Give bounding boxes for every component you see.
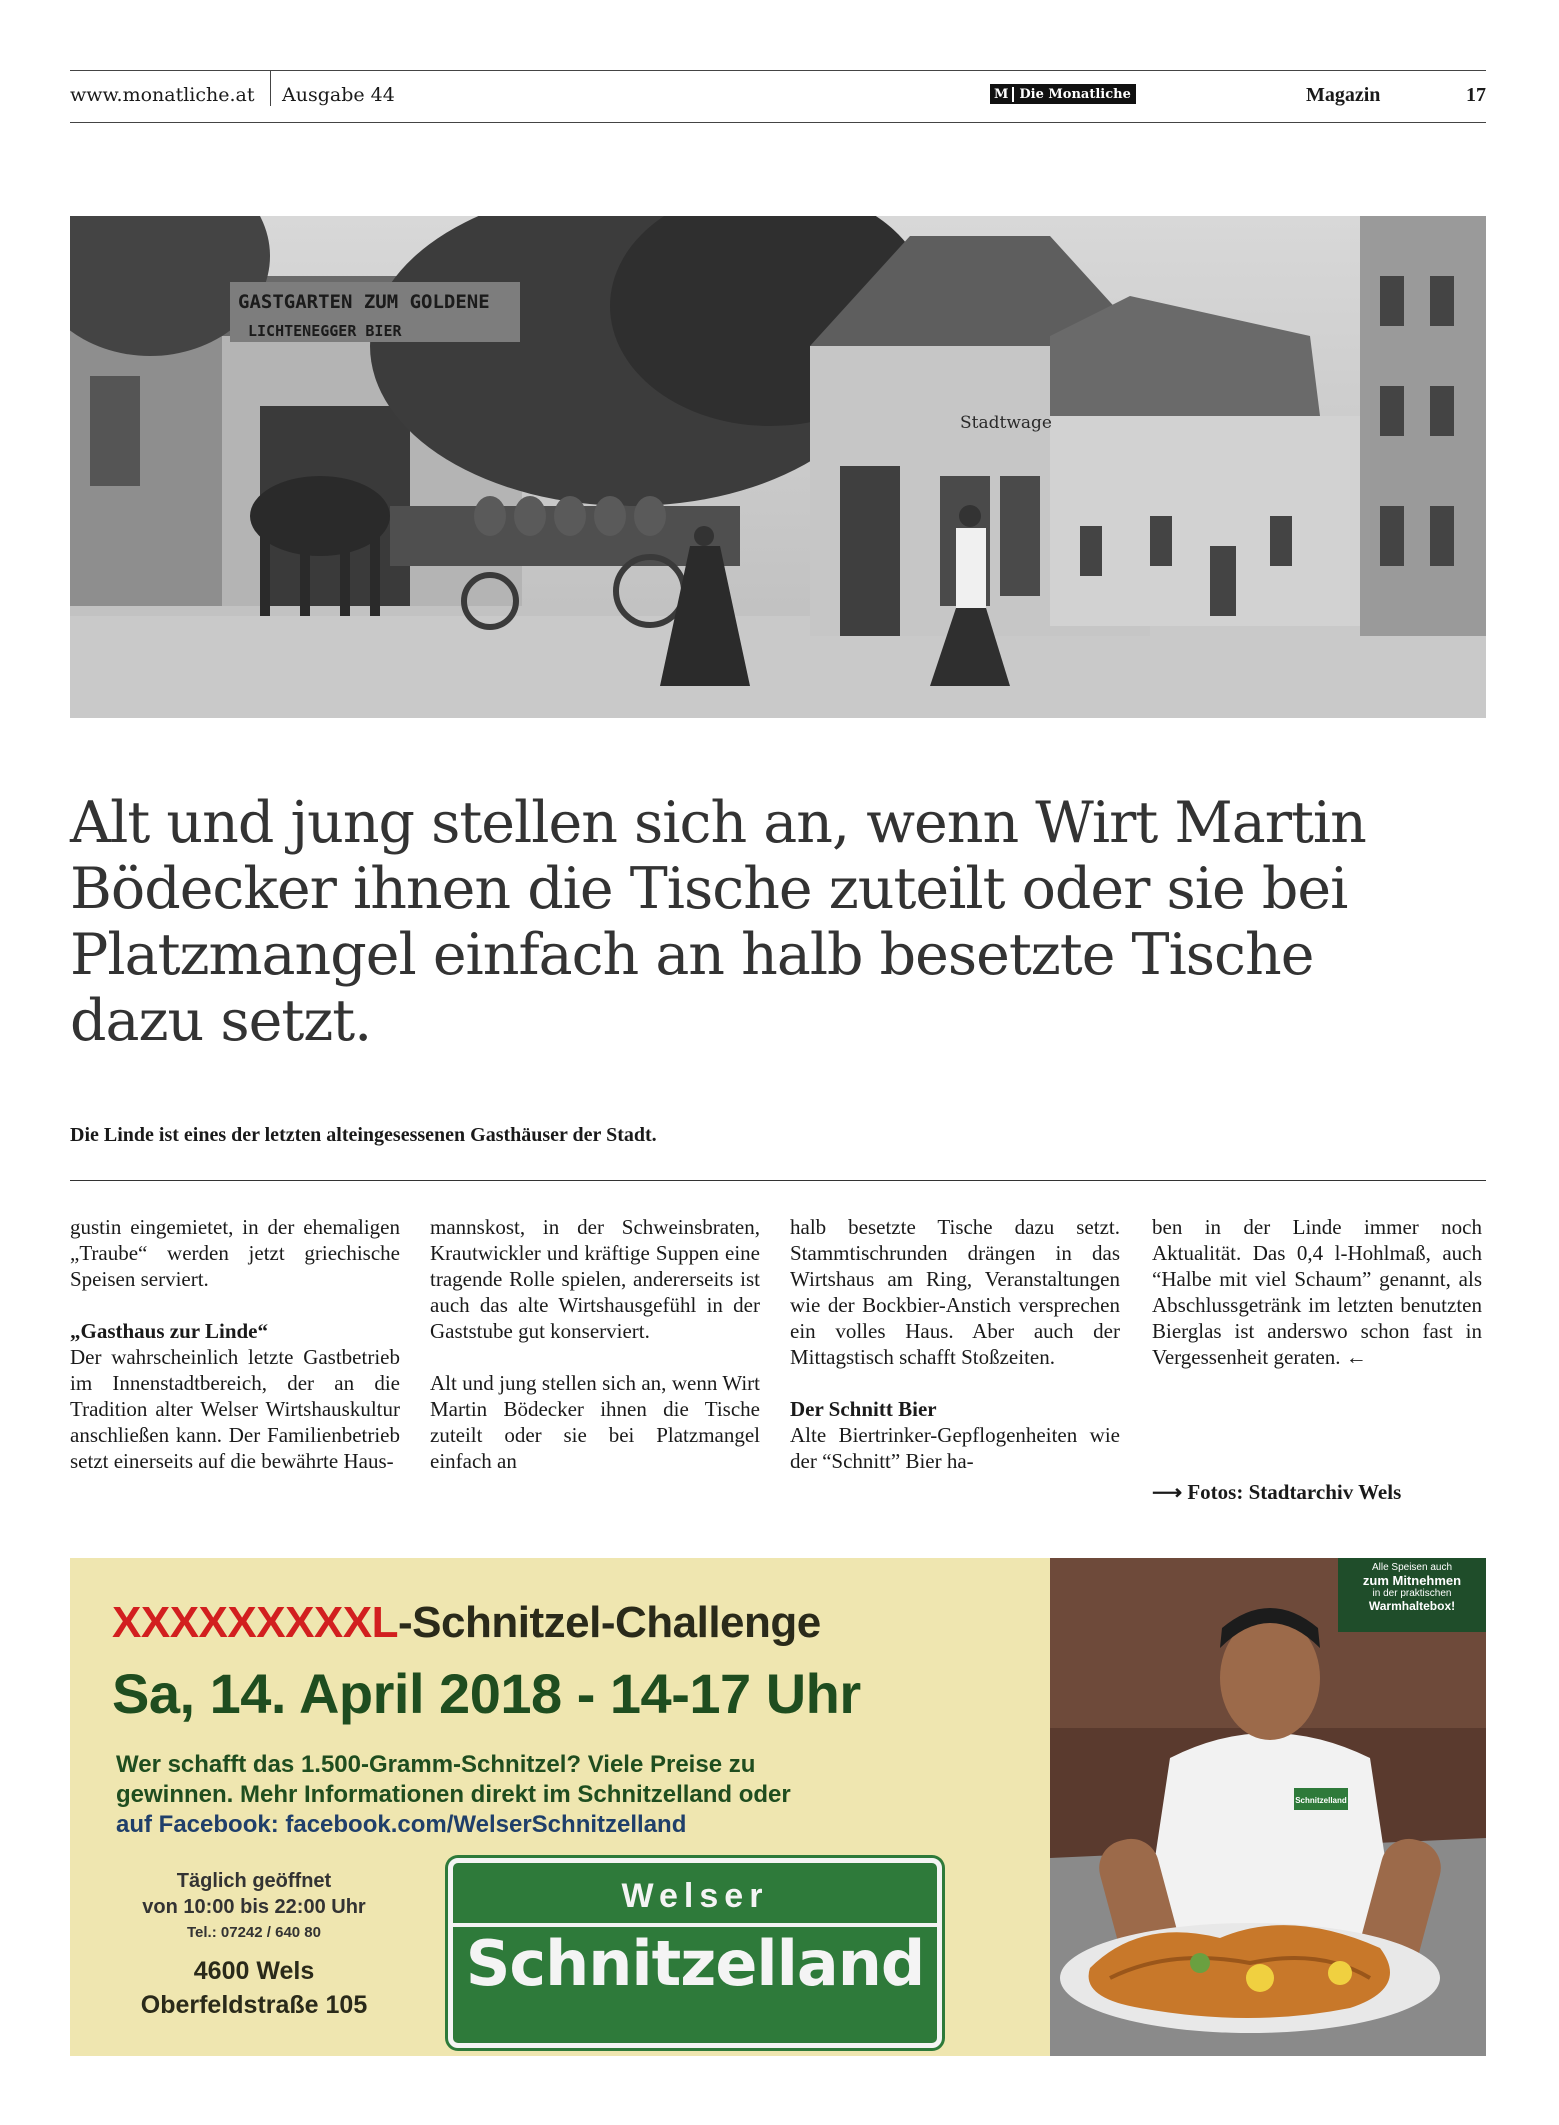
logo-text: Die Monatliche (1019, 86, 1131, 102)
col1-subheading: „Gasthaus zur Linde“ (70, 1319, 268, 1343)
col1-paragraph-2: Der wahrscheinlich letzte Gastbetrieb im Innenstadtbereich, der an die Tradition alter Welser Wirtshauskultur anschließen kann. Der Familienbetrieb setzt einerseits auf die bewährte Haus- (70, 1345, 400, 1473)
header-rule-bottom (70, 122, 1486, 123)
photo-sign-1: GASTGARTEN ZUM GOLDENE (238, 291, 490, 313)
article-subheadline: Die Linde ist eines der letzten alteingesessenen Gasthäuser der Stadt. (70, 1124, 657, 1146)
article-divider (70, 1180, 1486, 1181)
ad-title (112, 1598, 821, 1648)
badge-line-2: zum Mitnehmen (1362, 1573, 1462, 1588)
header-issue: Ausgabe 44 (282, 84, 395, 106)
header-url[interactable]: www.monatliche.at (70, 84, 255, 106)
header-separator (270, 70, 271, 106)
ad-city: 4600 Wels (193, 1957, 315, 1985)
article-column-1 (70, 1214, 400, 1474)
ad-desc-line-2: gewinnen. Mehr Informationen direkt im Schnitzelland oder (116, 1781, 791, 1808)
ad-opening-hours (114, 1868, 394, 1946)
ad-hours-line-2: von 10:00 bis 22:00 Uhr (142, 1896, 366, 1918)
badge-line-3: in der praktischen (1372, 1588, 1452, 1599)
ad-chef-photo (1050, 1558, 1486, 2056)
logo-mark: M (990, 87, 1014, 102)
ad-description (116, 1750, 996, 1840)
col3-paragraph-1: halb besetzte Tische dazu setzt. Stammtischrunden drängen in das Wirtshaus am Ring, Veranstaltungen wie der Bockbier-Anstich versprechen ein volles Haus. Aber auch der Mittagstisch schafft Stoßzeiten. (790, 1215, 1120, 1369)
ad-title-rest: -Schnitzel-Challenge (398, 1598, 821, 1647)
chef-illustration (1050, 1558, 1486, 2056)
takeaway-badge (1338, 1558, 1486, 1632)
ad-desc-line-1: Wer schafft das 1.500-Gramm-Schnitzel? Viele Preise zu (116, 1751, 756, 1778)
ad-facebook-link[interactable]: auf Facebook: facebook.com/WelserSchnitzelland (116, 1811, 687, 1838)
schnitzelland-logo-sign (448, 1858, 942, 2048)
ad-hours-line-1: Täglich geöffnet (176, 1870, 332, 1892)
col3-paragraph-2: Alte Biertrinker-Gepflogenheiten wie der “Schnitt” Bier ha- (790, 1423, 1120, 1473)
photo-sign-3: Stadtwage (960, 413, 1052, 433)
ad-phone[interactable]: Tel.: 07242 / 640 80 (187, 1924, 321, 1941)
col2-paragraph-2: Alt und jung stellen sich an, wenn Wirt Martin Bödecker ihnen die Tische zuteilt oder sie bei Platzmangel einfach an (430, 1371, 760, 1473)
col4-paragraph-1: ben in der Linde immer noch Aktualität. Das 0,4 l-Hohlmaß, auch “Halbe mit viel Schaum” genannt, als Abschlussgetränk im letzten benutzten Bierglas ist anderswo schon fast in Vergessenheit geraten. ← (1152, 1215, 1482, 1369)
article-column-3 (790, 1214, 1120, 1474)
header-section: Magazin (1306, 84, 1381, 106)
page-number: 17 (1466, 84, 1486, 106)
badge-line-1: Alle Speisen auch (1371, 1562, 1453, 1573)
ad-title-xl: XXXXXXXXXL (112, 1598, 399, 1647)
col1-paragraph-1: gustin eingemietet, in der ehemaligen „Traube“ werden jetzt griechische Speisen serviert. (70, 1215, 400, 1291)
article-column-2 (430, 1214, 760, 1474)
publication-logo (990, 84, 1136, 104)
photo-sign-2: LICHTENEGGER BIER (248, 322, 402, 340)
col2-paragraph-1: mannskost, in der Schweinsbraten, Krautwickler und kräftige Suppen eine tragende Rolle spielen, andererseits ist auch das alte Wirtshausgefühl in der Gaststube gut konserviert. (430, 1215, 760, 1343)
historic-street-photo (70, 216, 1486, 718)
schnitzel-advertisement[interactable] (70, 1558, 1486, 2056)
col3-subheading: Der Schnitt Bier (790, 1397, 937, 1421)
ad-address (114, 1954, 394, 2022)
sign-top-text: Welser (621, 1877, 769, 1915)
article-headline: Alt und jung stellen sich an, wenn Wirt Martin Bödecker ihnen die Tische zuteilt oder sie bei Platzmangel einfach an halb besetzte Tische dazu setzt. (70, 790, 1366, 1054)
badge-line-4: Warmhaltebox! (1368, 1599, 1456, 1613)
header-rule-top (70, 70, 1486, 71)
sign-main-text: Schnitzelland (465, 1927, 925, 2000)
ad-date: Sa, 14. April 2018 - 14-17 Uhr (112, 1662, 861, 1725)
article-column-4 (1152, 1214, 1482, 1370)
photo-illustration (70, 216, 1486, 718)
photo-credit: ⟶ Fotos: Stadtarchiv Wels (1152, 1480, 1402, 1504)
ad-street: Oberfeldstraße 105 (140, 1991, 368, 2019)
shirt-logo-text: Schnitzelland (1295, 1796, 1347, 1805)
